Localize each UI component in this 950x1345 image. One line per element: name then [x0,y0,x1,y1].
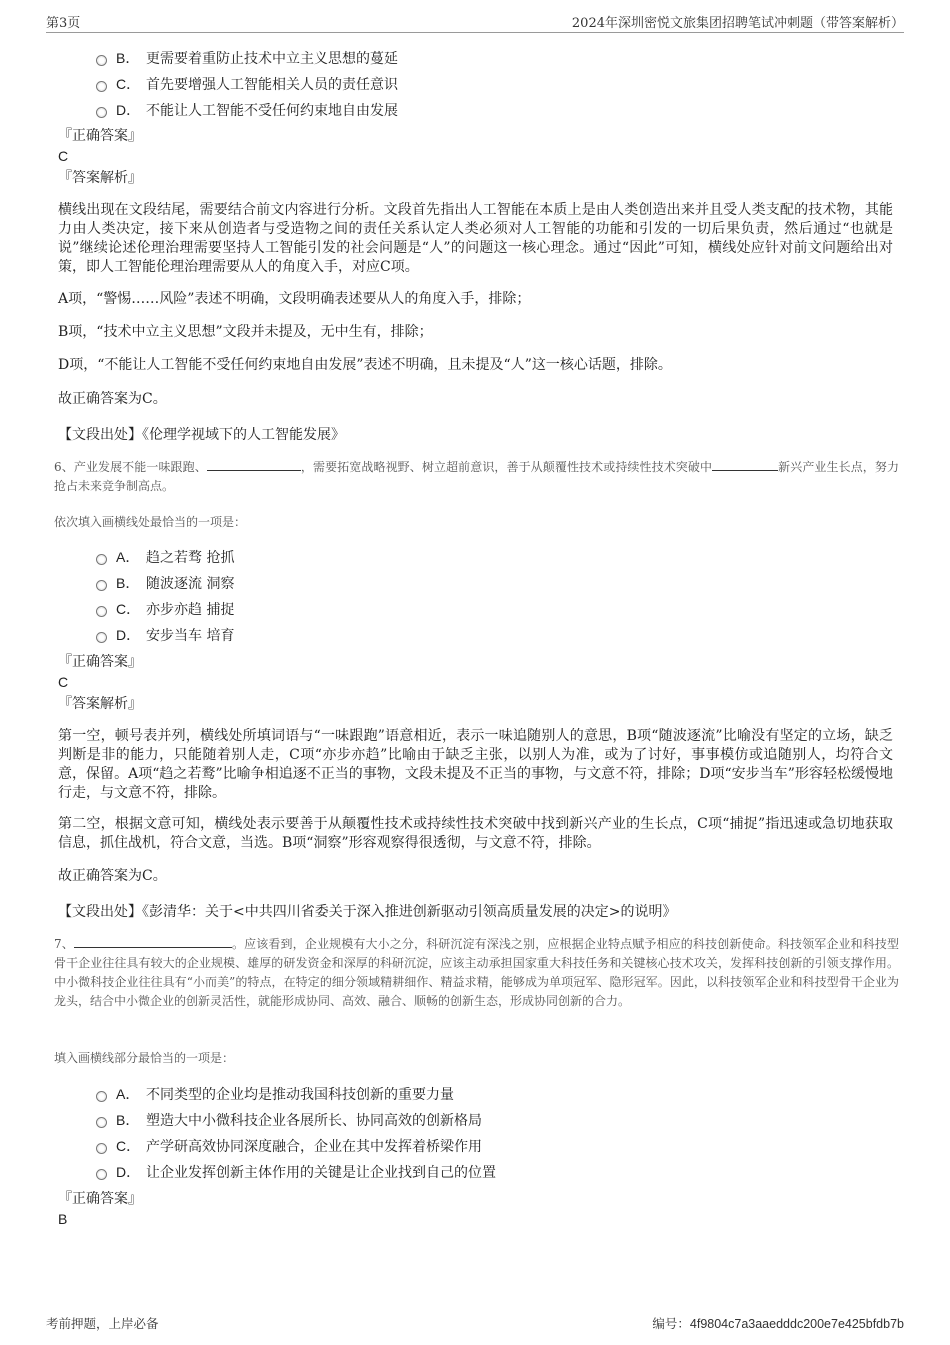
q5-answer-label: 『正确答案』 [58,128,142,144]
q6-conclusion: 故正确答案为C。 [58,868,167,884]
radio-icon[interactable] [96,632,107,643]
q6-analysis-paragraph: 第一空，顿号表并列，横线处所填词语与“一味跟跑”语意相近，表示一味追随别人的意思，B项“随波逐流”比喻没有坚定的立场，缺乏判断是非的能力，只能随着别人走，C项“亦步亦趋”比喻由于缺乏主张，以别人为准，或为了讨好，事事模仿或追随别人，均符合文意，保留。A项“趋之若鹜”比喻争相追逐不正当的事物，文段未提及不正当的事物，与文意不符，排除；D项“安步当车”形容轻松缓慢地行走，与文意不符，排除。 [58,728,893,801]
radio-icon[interactable] [96,1143,107,1154]
q5-option-c[interactable]: C． 首先要增强人工智能相关人员的责任意识 [96,74,398,94]
q5-analysis-paragraph: D项，“不能让人工智能不受任何约束地自由发展”表述不明确，且未提及“人”这一核心话题，排除。 [58,357,672,373]
q5-option-b[interactable]: B． 更需要着重防止技术中立主义思想的蔓延 [96,48,398,68]
q5-analysis-paragraph: A项，“警惕……风险”表述不明确，文段明确表述要从人的角度入手，排除； [58,291,531,307]
radio-icon[interactable] [96,580,107,591]
footer-slogan: 考前押题，上岸必备 [46,1316,159,1331]
document-code: 编号：4f9804c7a3aaedddc200e7e425bfdb7b [652,1316,904,1331]
q7-option-c[interactable]: C． 产学研高效协同深度融合，企业在其中发挥着桥梁作用 [96,1136,482,1156]
q7-answer-label: 『正确答案』 [58,1191,142,1207]
q6-question-text: 6、产业发展不能一味跟跑、 ，需要拓宽战略视野、树立超前意识，善于从颠覆性技术或持续性技术突破中 新兴产业生长点，努力抢占未来竞争制高点。 [54,460,899,493]
q6-analysis-label: 『答案解析』 [58,696,142,712]
q6-option-a[interactable]: A． 趋之若骛 抢抓 [96,547,234,567]
q5-option-d[interactable]: D． 不能让人工智能不受任何约束地自由发展 [96,100,398,120]
q5-source: 【文段出处】《伦理学视域下的人工智能发展》 [58,427,345,443]
fill-blank [74,935,232,948]
q7-option-a[interactable]: A． 不同类型的企业均是推动我国科技创新的重要力量 [96,1084,454,1104]
q6-analysis-paragraph: 第二空，根据文意可知，横线处表示要善于从颠覆性技术或持续性技术突破中找到新兴产业的生长点，C项“捕捉”指迅速或急切地获取信息，抓住战机，符合文意，当选。B项“洞察”形容观察得很透彻，与文意不符，排除。 [58,816,893,851]
fill-blank [712,458,778,471]
q7-question-text: 7、 。应该看到，企业规模有大小之分，科研沉淀有深浅之别，应根据企业特点赋予相应的科技创新使命。科技领军企业和科技型骨干企业往往具有较大的企业规模、雄厚的研发资金和深厚的科研沉淀，应该主动承担国家重大科技任务和关键核心技术攻关，发挥科技创新的引领支撑作用。中小微科技企业往往具有“小而美”的特点，在特定的细分领域精耕细作、精益求精，能够成为单项冠军、隐形冠军。因此，以科技领军企业和科技型骨干企业为龙头，结合中小微企业的创新灵活性，就能形成协同、高效、融合、顺畅的创新生态，形成协同创新的合力。 [54,937,899,1008]
q6-option-b[interactable]: B． 随波逐流 洞察 [96,573,234,593]
radio-icon[interactable] [96,1169,107,1180]
page-number: 第3页 [46,16,81,31]
q5-analysis-label: 『答案解析』 [58,170,142,186]
q7-option-b[interactable]: B． 塑造大中小微科技企业各展所长、协同高效的创新格局 [96,1110,482,1130]
page-header [46,12,904,33]
q7-answer: B [58,1211,68,1227]
q5-conclusion: 故正确答案为C。 [58,391,167,407]
radio-icon[interactable] [96,81,107,92]
q5-analysis-paragraph: 横线出现在文段结尾，需要结合前文内容进行分析。文段首先指出人工智能在本质上是由人类创造出来并且受人类支配的技术物，其能力由人类决定，接下来从创造者与受造物之间的责任关系认定人类必须对人工智能的功能和引发的一切后果负责，然后通过“也就是说”继续论述伦理治理需要坚持人工智能引发的社会问题是“人”的问题这一核心理念。通过“因此”可知，横线处应针对前文问题给出对策，即人工智能伦理治理需要从人的角度入手，对应C项。 [58,202,893,275]
document-title: 2024年深圳密悦文旅集团招聘笔试冲刺题（带答案解析） [571,16,904,31]
q6-answer-label: 『正确答案』 [58,654,142,670]
q6-option-c[interactable]: C． 亦步亦趋 捕捉 [96,599,234,619]
q6-source: 【文段出处】《彭清华：关于<中共四川省委关于深入推进创新驱动引领高质量发展的决定>的说明》 [58,904,677,920]
q5-answer: C [58,148,69,164]
page-footer [46,1314,904,1332]
radio-icon[interactable] [96,554,107,565]
radio-icon[interactable] [96,55,107,66]
radio-icon[interactable] [96,1117,107,1128]
q7-option-d[interactable]: D． 让企业发挥创新主体作用的关键是让企业找到自己的位置 [96,1162,496,1182]
radio-icon[interactable] [96,107,107,118]
fill-blank [207,458,301,471]
q6-prompt: 依次填入画横线处最恰当的一项是： [54,515,247,529]
q6-option-d[interactable]: D． 安步当车 培育 [96,625,234,645]
radio-icon[interactable] [96,606,107,617]
q7-prompt: 填入画横线部分最恰当的一项是： [54,1051,235,1065]
q5-analysis-paragraph: B项，“技术中立主义思想”文段并未提及，无中生有，排除； [58,324,433,340]
q6-answer: C [58,674,69,690]
radio-icon[interactable] [96,1091,107,1102]
